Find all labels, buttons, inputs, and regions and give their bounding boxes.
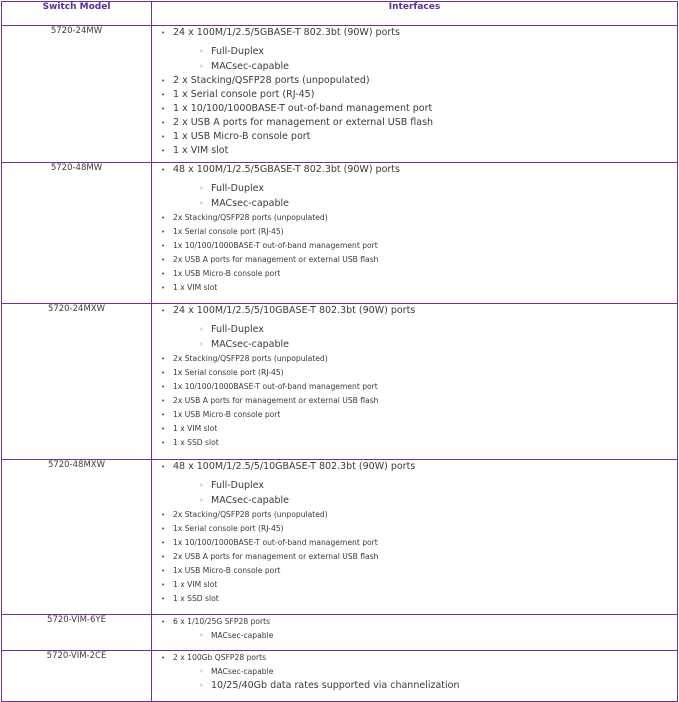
interface-subitem: ◦ Full-Duplex (173, 322, 677, 337)
interface-item-text: 1x Serial console port (RJ-45) (173, 227, 284, 236)
interface-item-text: 1x USB Micro-B console port (173, 566, 281, 575)
switch-model-cell: 5720-48MW (2, 163, 152, 304)
interface-item (152, 116, 677, 130)
interface-item (152, 26, 677, 74)
table-body (2, 26, 678, 702)
interface-list (152, 163, 677, 295)
interfaces-cell (152, 304, 678, 460)
interface-item (152, 578, 677, 592)
interface-item-text: 48 x 100M/1/2.5/5GBASE-T 802.3bt (90W) ports (173, 164, 400, 175)
switch-model-cell: 5720-48MXW (2, 460, 152, 615)
interface-sublist (173, 322, 677, 352)
table-row (2, 26, 678, 163)
interface-item (152, 522, 677, 536)
interface-item-text: 1 x USB Micro-B console port (173, 131, 311, 142)
interface-item (152, 281, 677, 295)
header-switch-model: Switch Model (2, 2, 152, 26)
interface-item (152, 615, 677, 642)
interface-item-text: 1 x VIM slot (173, 283, 218, 292)
interface-item-text: 1x 10/100/1000BASE-T out-of-band management port (173, 538, 378, 547)
interface-item (152, 460, 677, 508)
interfaces-table (1, 1, 678, 702)
interface-item (152, 352, 677, 366)
interface-subitem: ◦ MACsec-capable (173, 493, 677, 508)
table-row (2, 163, 678, 304)
interface-sublist (173, 44, 677, 74)
interface-item-text: 1x 10/100/1000BASE-T out-of-band management port (173, 241, 378, 250)
interface-subitem: ◦ Full-Duplex (173, 478, 677, 493)
interface-subitem: ◦ MACsec-capable (173, 196, 677, 211)
interface-subitem: ◦ MACsec-capable (173, 629, 677, 642)
interface-item-text: 24 x 100M/1/2.5/5GBASE-T 802.3bt (90W) ports (173, 27, 400, 38)
interface-subitem: ◦ MACsec-capable (173, 59, 677, 74)
interface-item-text: 1x Serial console port (RJ-45) (173, 524, 284, 533)
interface-item-text: 6 x 1/10/25G SFP28 ports (173, 617, 271, 626)
interface-item-text: 1 x SSD slot (173, 594, 219, 603)
interface-item (152, 592, 677, 606)
table-row (2, 460, 678, 615)
interface-item (152, 74, 677, 88)
interfaces-cell (152, 163, 678, 304)
interface-item (152, 253, 677, 267)
table-row (2, 304, 678, 460)
interface-item-text: 48 x 100M/1/2.5/5/10GBASE-T 802.3bt (90W) ports (173, 461, 416, 472)
interface-item-text: 2x USB A ports for management or external USB flash (173, 255, 379, 264)
interface-item (152, 304, 677, 352)
interface-item-text: 1 x SSD slot (173, 438, 219, 447)
interface-item (152, 102, 677, 116)
interface-list (152, 651, 677, 693)
interface-list (152, 615, 677, 642)
interface-item-text: 1x Serial console port (RJ-45) (173, 368, 284, 377)
interface-item-text: 24 x 100M/1/2.5/5/10GBASE-T 802.3bt (90W) ports (173, 305, 416, 316)
interface-item (152, 225, 677, 239)
interface-item-text: 2x Stacking/QSFP28 ports (unpopulated) (173, 213, 328, 222)
interface-item (152, 366, 677, 380)
interface-item (152, 564, 677, 578)
interface-subitem: ◦ MACsec-capable (173, 665, 677, 678)
interface-item (152, 239, 677, 253)
interface-item-text: 2x USB A ports for management or external USB flash (173, 552, 379, 561)
switch-model-cell: 5720-VIM-6YE (2, 615, 152, 651)
interface-item-text: 1 x VIM slot (173, 424, 218, 433)
interface-list (152, 26, 677, 158)
table-row (2, 615, 678, 651)
interface-subitem: ◦ MACsec-capable (173, 337, 677, 352)
interface-item-text: 2 x 100Gb QSFP28 ports (173, 653, 267, 662)
interface-subitem: ◦ Full-Duplex (173, 181, 677, 196)
interface-item-text: 2 x USB A ports for management or external USB flash (173, 117, 434, 128)
interface-item (152, 163, 677, 211)
interface-subitem: ◦ Full-Duplex (173, 44, 677, 59)
interface-item (152, 144, 677, 158)
interface-item-text: 1 x VIM slot (173, 580, 218, 589)
interfaces-cell (152, 460, 678, 615)
interfaces-cell (152, 651, 678, 702)
interface-item (152, 211, 677, 225)
switch-model-cell: 5720-VIM-2CE (2, 651, 152, 702)
interface-sublist (173, 665, 677, 693)
table-header-row (2, 2, 678, 26)
interface-item (152, 536, 677, 550)
switch-model-cell: 5720-24MW (2, 26, 152, 163)
interface-list (152, 304, 677, 450)
interface-item (152, 422, 677, 436)
table-row (2, 651, 678, 702)
interface-item-text: 1 x VIM slot (173, 145, 229, 156)
interface-subitem: ◦ 10/25/40Gb data rates supported via channelization (173, 678, 677, 693)
interface-sublist (173, 181, 677, 211)
interface-item (152, 130, 677, 144)
interface-item (152, 436, 677, 450)
interface-item-text: 1 x 10/100/1000BASE-T out-of-band management port (173, 103, 433, 114)
interface-item-text: 2x USB A ports for management or external USB flash (173, 396, 379, 405)
interface-sublist (173, 629, 677, 642)
header-interfaces: Interfaces (152, 2, 678, 26)
interface-item (152, 380, 677, 394)
interfaces-cell (152, 26, 678, 163)
interface-item (152, 88, 677, 102)
interface-item-text: 2x Stacking/QSFP28 ports (unpopulated) (173, 510, 328, 519)
interface-item (152, 394, 677, 408)
interface-item (152, 408, 677, 422)
interface-item (152, 267, 677, 281)
interface-item-text: 1 x Serial console port (RJ-45) (173, 89, 315, 100)
interface-list (152, 460, 677, 606)
interface-item-text: 2 x Stacking/QSFP28 ports (unpopulated) (173, 75, 370, 86)
interface-item-text: 2x Stacking/QSFP28 ports (unpopulated) (173, 354, 328, 363)
switch-model-cell: 5720-24MXW (2, 304, 152, 460)
interface-item-text: 1x 10/100/1000BASE-T out-of-band management port (173, 382, 378, 391)
interface-item (152, 550, 677, 564)
interface-item-text: 1x USB Micro-B console port (173, 410, 281, 419)
interfaces-cell (152, 615, 678, 651)
interface-sublist (173, 478, 677, 508)
interface-item (152, 651, 677, 693)
interface-item-text: 1x USB Micro-B console port (173, 269, 281, 278)
interface-item (152, 508, 677, 522)
